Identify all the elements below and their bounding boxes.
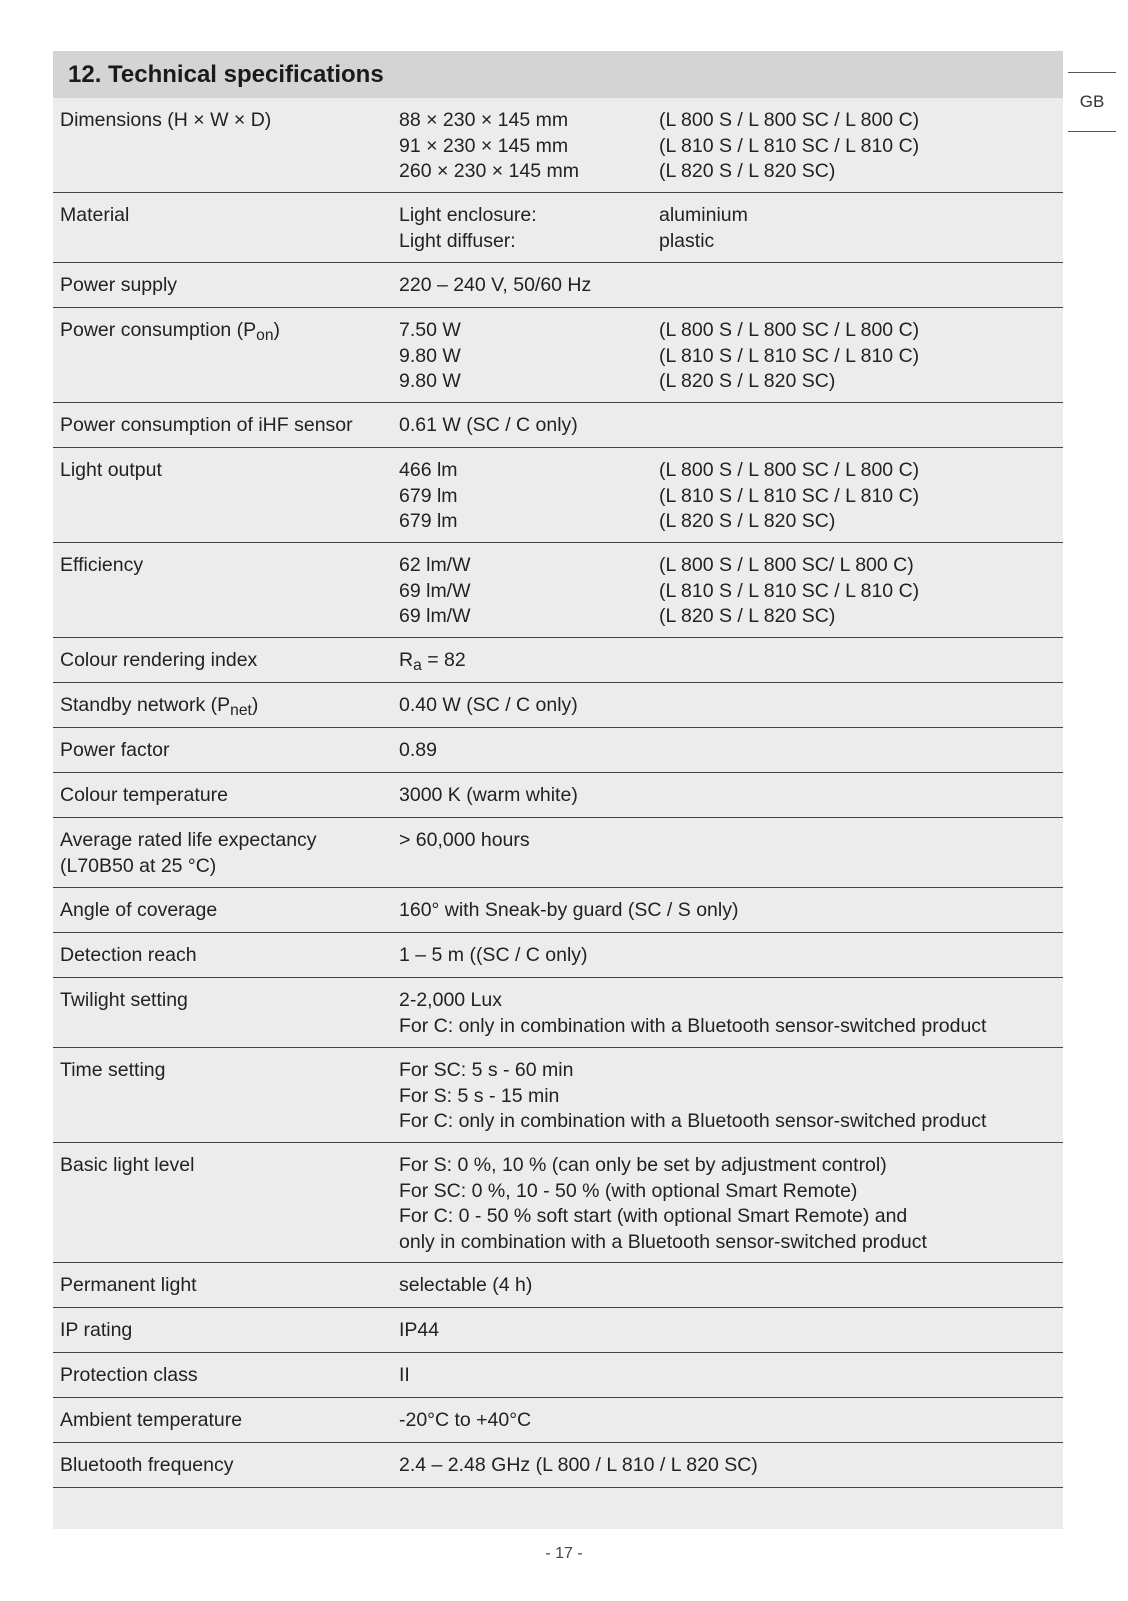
spec-label xyxy=(60,943,390,969)
spec-value xyxy=(399,1453,758,1479)
spec-label xyxy=(60,898,390,924)
spec-row xyxy=(53,308,1063,403)
spec-value-line: Light enclosure: xyxy=(399,204,537,226)
spec-value-line: 679 lm xyxy=(399,510,458,532)
spec-value-line: 2-2,000 Lux xyxy=(399,989,502,1011)
spec-variant-line: (L 800 S / L 800 SC / L 800 C) xyxy=(659,109,920,131)
section-title: 12. Technical specifications xyxy=(68,60,384,88)
spec-label xyxy=(60,203,390,229)
spec-table xyxy=(53,98,1063,1488)
spec-variant xyxy=(659,203,748,254)
spec-variant-line: aluminium xyxy=(659,204,748,226)
spec-label xyxy=(60,413,390,439)
spec-variant xyxy=(659,553,919,630)
spec-sheet xyxy=(53,51,1063,1529)
spec-row xyxy=(53,448,1063,543)
spec-label-line: Average rated life expectancy xyxy=(60,829,317,851)
spec-label xyxy=(60,108,390,134)
spec-value-line: 62 lm/W xyxy=(399,554,471,576)
spec-variant-line: (L 810 S / L 810 SC / L 810 C) xyxy=(659,344,920,367)
spec-row xyxy=(53,728,1063,773)
spec-value xyxy=(399,1408,531,1434)
spec-value-line: 9.80 W xyxy=(399,370,461,392)
spec-value-line: 69 lm/W xyxy=(399,579,471,602)
spec-value-line: For C: 0 - 50 % soft start (with optional Smart Remote) and xyxy=(399,1205,908,1227)
spec-label-subscript: on xyxy=(256,327,274,344)
spec-variant-line: (L 810 S / L 810 SC / L 810 C) xyxy=(659,134,920,157)
spec-label-text: Efficiency xyxy=(60,554,144,576)
spec-label xyxy=(60,1153,390,1179)
spec-value xyxy=(399,203,537,254)
spec-row xyxy=(53,638,1063,683)
spec-variant-line: (L 820 S / L 820 SC) xyxy=(659,160,836,182)
spec-label-text: Detection reach xyxy=(60,944,197,966)
spec-row xyxy=(53,543,1063,638)
spec-row xyxy=(53,98,1063,193)
spec-label-text: Power consumption (P xyxy=(60,319,257,341)
spec-label xyxy=(60,693,390,719)
spec-value xyxy=(399,1318,439,1344)
spec-row xyxy=(53,1398,1063,1443)
spec-variant xyxy=(659,108,919,185)
spec-label-subscript: net xyxy=(230,702,252,719)
spec-label-line: (L70B50 at 25 °C) xyxy=(60,854,217,877)
spec-value xyxy=(399,1153,927,1255)
spec-value-line: 260 × 230 × 145 mm xyxy=(399,160,579,182)
spec-value-line: 220 – 240 V, 50/60 Hz xyxy=(399,274,592,296)
language-tag: GB xyxy=(1068,72,1116,132)
spec-value-line: For SC: 0 %, 10 - 50 % (with optional Smart Remote) xyxy=(399,1179,858,1202)
spec-row xyxy=(53,978,1063,1048)
spec-value-line: Light diffuser: xyxy=(399,229,516,252)
spec-label-text: Permanent light xyxy=(60,1274,197,1296)
spec-variant-line: (L 800 S / L 800 SC / L 800 C) xyxy=(659,319,920,341)
spec-variant-line: (L 810 S / L 810 SC / L 810 C) xyxy=(659,484,920,507)
spec-label-text: Standby network (P xyxy=(60,694,231,716)
spec-label xyxy=(60,988,390,1014)
spec-value-line: 1 – 5 m ((SC / C only) xyxy=(399,944,588,966)
spec-label xyxy=(60,318,390,344)
spec-label xyxy=(60,1273,390,1299)
spec-label-text: Basic light level xyxy=(60,1154,195,1176)
spec-label xyxy=(60,828,390,879)
spec-label-text: Ambient temperature xyxy=(60,1409,243,1431)
spec-value-line xyxy=(399,648,466,674)
spec-value-line: 679 lm xyxy=(399,484,458,507)
spec-label-text: Material xyxy=(60,204,130,226)
spec-value xyxy=(399,693,578,719)
spec-value-line: 88 × 230 × 145 mm xyxy=(399,109,569,131)
spec-value-line: For SC: 5 s - 60 min xyxy=(399,1059,574,1081)
spec-row xyxy=(53,933,1063,978)
spec-variant-line: (L 820 S / L 820 SC) xyxy=(659,605,836,627)
spec-label-text: Protection class xyxy=(60,1364,198,1386)
spec-label xyxy=(60,1318,390,1344)
spec-row xyxy=(53,1443,1063,1488)
spec-label-text: Bluetooth frequency xyxy=(60,1454,234,1476)
spec-value xyxy=(399,738,437,764)
spec-label xyxy=(60,458,390,484)
spec-row xyxy=(53,403,1063,448)
spec-value xyxy=(399,988,986,1039)
spec-value xyxy=(399,828,530,854)
spec-variant xyxy=(659,458,919,535)
spec-label xyxy=(60,738,390,764)
spec-variant-line: (L 800 S / L 800 SC/ L 800 C) xyxy=(659,554,914,576)
spec-variant xyxy=(659,318,919,395)
spec-label xyxy=(60,783,390,809)
spec-value-line: 160° with Sneak-by guard (SC / S only) xyxy=(399,899,739,921)
spec-value-symbol: R xyxy=(399,649,414,671)
spec-value-line: selectable (4 h) xyxy=(399,1274,533,1296)
spec-value-line: 9.80 W xyxy=(399,344,461,367)
spec-value-line: For S: 5 s - 15 min xyxy=(399,1084,560,1107)
spec-row xyxy=(53,263,1063,308)
spec-value xyxy=(399,553,471,630)
spec-value-line: 0.61 W (SC / C only) xyxy=(399,414,578,436)
spec-label xyxy=(60,273,390,299)
spec-label-text: Light output xyxy=(60,459,162,481)
spec-row xyxy=(53,1143,1063,1263)
spec-value-line: II xyxy=(399,1364,410,1386)
spec-row xyxy=(53,683,1063,728)
spec-value-line: 91 × 230 × 145 mm xyxy=(399,134,569,157)
spec-label-text: Colour rendering index xyxy=(60,649,258,671)
spec-value xyxy=(399,318,461,395)
spec-label xyxy=(60,553,390,579)
spec-label-tail: ) xyxy=(251,694,259,716)
spec-label-tail: ) xyxy=(273,319,281,341)
spec-value-line: only in combination with a Bluetooth sensor-switched product xyxy=(399,1230,927,1253)
spec-variant-line: (L 810 S / L 810 SC / L 810 C) xyxy=(659,579,920,602)
spec-value xyxy=(399,783,578,809)
spec-value-subscript: a xyxy=(413,657,422,674)
spec-variant-line: (L 820 S / L 820 SC) xyxy=(659,370,836,392)
spec-label-text: Dimensions (H × W × D) xyxy=(60,109,272,131)
spec-label-text: Angle of coverage xyxy=(60,899,218,921)
spec-label-text: Twilight setting xyxy=(60,989,188,1011)
spec-value-line: For C: only in combination with a Bluetooth sensor-switched product xyxy=(399,1014,987,1037)
spec-row xyxy=(53,1263,1063,1308)
spec-value-line: 466 lm xyxy=(399,459,458,481)
spec-value xyxy=(399,458,458,535)
spec-label-text: Power factor xyxy=(60,739,170,761)
spec-variant-line: plastic xyxy=(659,229,715,252)
spec-value-line: > 60,000 hours xyxy=(399,829,530,851)
spec-row xyxy=(53,193,1063,263)
spec-value xyxy=(399,273,591,299)
spec-value xyxy=(399,898,738,924)
spec-value xyxy=(399,1363,410,1389)
spec-value xyxy=(399,1273,532,1299)
section-header xyxy=(53,51,1063,98)
spec-value xyxy=(399,1058,986,1135)
spec-value-line: 0.40 W (SC / C only) xyxy=(399,694,578,716)
page-number: - 17 - xyxy=(545,1545,583,1562)
spec-value-line: For C: only in combination with a Bluetooth sensor-switched product xyxy=(399,1110,987,1132)
spec-row xyxy=(53,1048,1063,1143)
spec-variant-line: (L 800 S / L 800 SC / L 800 C) xyxy=(659,459,920,481)
spec-value-line: 2.4 – 2.48 GHz (L 800 / L 810 / L 820 SC) xyxy=(399,1454,758,1476)
spec-row xyxy=(53,773,1063,818)
spec-value xyxy=(399,943,588,969)
spec-label xyxy=(60,648,390,674)
spec-value-line: 69 lm/W xyxy=(399,605,471,627)
spec-label-text: Power consumption of iHF sensor xyxy=(60,414,353,436)
spec-value-line: -20°C to +40°C xyxy=(399,1409,532,1431)
spec-row xyxy=(53,888,1063,933)
spec-row xyxy=(53,1308,1063,1353)
spec-row xyxy=(53,1353,1063,1398)
spec-label xyxy=(60,1363,390,1389)
spec-label xyxy=(60,1058,390,1084)
spec-value-line: IP44 xyxy=(399,1319,440,1341)
spec-row xyxy=(53,818,1063,888)
spec-value-tail: = 82 xyxy=(421,649,466,671)
spec-label-text: Colour temperature xyxy=(60,784,228,806)
spec-label-text: IP rating xyxy=(60,1319,133,1341)
spec-label-text: Power supply xyxy=(60,274,178,296)
spec-value xyxy=(399,413,578,439)
spec-value-line: 7.50 W xyxy=(399,319,461,341)
spec-label xyxy=(60,1408,390,1434)
spec-label-text: Time setting xyxy=(60,1059,166,1081)
spec-label xyxy=(60,1453,390,1479)
spec-value-line: 0.89 xyxy=(399,739,437,761)
spec-value-line: For S: 0 %, 10 % (can only be set by adjustment control) xyxy=(399,1154,887,1176)
spec-value-line: 3000 K (warm white) xyxy=(399,784,578,806)
spec-value xyxy=(399,108,579,185)
spec-variant-line: (L 820 S / L 820 SC) xyxy=(659,510,836,532)
spec-value xyxy=(399,648,466,674)
